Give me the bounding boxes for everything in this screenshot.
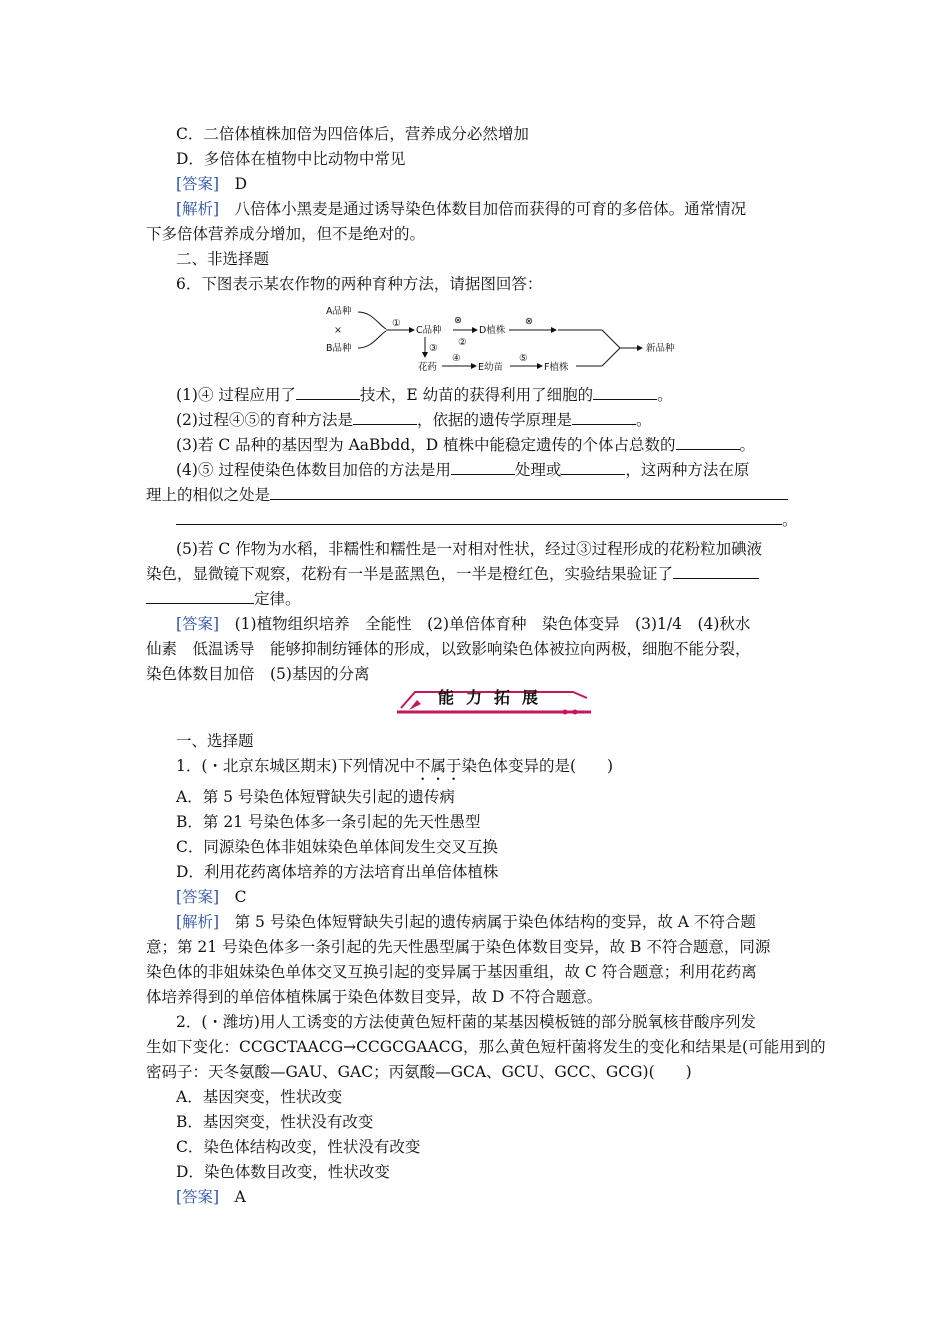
- label-plant-d: D植株: [479, 325, 506, 336]
- e1-explanation-line-4: 体培养得到的单倍体植株属于染色体数目变异，故 D 不符合题意。: [146, 988, 603, 1006]
- text: 理上的相似之处是: [146, 486, 271, 504]
- section-banner: [395, 686, 593, 716]
- text: 。: [635, 411, 652, 429]
- e1-stem: [176, 756, 613, 784]
- answer-blank[interactable]: [673, 564, 759, 579]
- e1-option-d: D．利用花药离体培养的方法培育出单倍体植株: [176, 863, 499, 881]
- q6-part-3: [176, 435, 755, 455]
- emphasized-text: 不属于: [414, 757, 462, 775]
- e2-answer: [176, 1187, 246, 1207]
- answer-tag: [答案]: [176, 888, 220, 906]
- e1-explanation-line-2: 意；第 21 号染色体多一条引起的先天性愚型属于染色体数目变异，故 B 不符合题意，同源: [146, 938, 771, 956]
- step-3-label: ③: [429, 343, 438, 354]
- answer-tag: [答案]: [176, 1188, 220, 1206]
- answer-blank[interactable]: [176, 510, 782, 525]
- answer-value: D: [234, 175, 248, 193]
- text: 。: [739, 436, 756, 454]
- text: ，依据的遗传学原理是: [416, 411, 572, 429]
- e2-stem-line-2: 生如下变化：CCGCTAACG→CCGCGAACG，那么黄色短杆菌将发生的变化和结果是(可能用到的: [146, 1038, 826, 1056]
- label-variety-b: B品种: [326, 343, 352, 354]
- banner-title: 能力拓展: [437, 688, 550, 707]
- q6-answer-line-3: 染色体数目加倍 (5)基因的分离: [146, 665, 370, 683]
- text: 染色，显微镜下观察，花粉有一半是蓝黑色，一半是橙红色，实验结果验证了: [146, 565, 674, 583]
- e1-option-b: B．第 21 号染色体多一条引起的先天性愚型: [176, 813, 481, 831]
- text: 定律。: [254, 590, 301, 608]
- answer-blank[interactable]: [353, 410, 417, 425]
- connector-b: [358, 331, 386, 348]
- e2-stem-line-3: 密码子：天冬氨酸—GAU、GAC；丙氨酸—GCA、GCU、GCC、GCG)( ): [146, 1063, 692, 1081]
- q6-part-1: [176, 385, 673, 405]
- selfing-icon-2: ⊗: [525, 316, 533, 327]
- step-2-label: ②: [458, 337, 467, 348]
- text: (2)过程④⑤的育种方法是: [176, 411, 353, 429]
- breeding-flow-diagram: [312, 300, 702, 378]
- q6-answer-line-2: 仙素 低温诱导 能够抑制纺锤体的形成，以致影响染色体被拉向两极，细胞不能分裂，: [146, 640, 751, 658]
- answer-tag: [答案]: [176, 615, 220, 633]
- text: 1．(・北京东城区期末)下列情况中: [176, 757, 415, 775]
- e1-option-a: A．第 5 号染色体短臂缺失引起的遗传病: [176, 788, 455, 806]
- step-1-label: ①: [392, 318, 401, 329]
- answer-tag: [答案]: [176, 175, 220, 193]
- q5-explanation-line-2: 下多倍体营养成分增加，但不是绝对的。: [146, 225, 426, 243]
- answer-value: C: [234, 888, 247, 906]
- q6-part-2: [176, 410, 652, 430]
- explanation-tag: [解析]: [176, 913, 220, 931]
- explanation-tag: [解析]: [176, 200, 220, 218]
- label-new-variety: 新品种: [646, 343, 675, 354]
- q5-option-d: D．多倍体在植物中比动物中常见: [176, 150, 406, 168]
- text: 。: [657, 386, 673, 404]
- connector-a: [358, 312, 386, 329]
- text: (4)⑤ 过程使染色体数目加倍的方法是用: [176, 461, 451, 479]
- q5-explanation-line-1: [176, 199, 746, 219]
- answer-blank[interactable]: [270, 485, 788, 500]
- section-title-choice: 一、选择题: [176, 732, 254, 750]
- step-5-label: ⑤: [519, 353, 528, 364]
- label-anther: 花药: [418, 362, 438, 373]
- text: (1)④ 过程应用了: [176, 386, 296, 404]
- answer-blank[interactable]: [593, 385, 657, 400]
- explanation-text: 第 5 号染色体短臂缺失引起的遗传病属于染色体结构的变异，故 A 不符合题: [234, 913, 756, 931]
- e1-option-c: C．同源染色体非姐妹染色单体间发生交叉互换: [176, 838, 498, 856]
- q6-part-5-line-3: [146, 589, 301, 609]
- text: 染色体变异的是( ): [461, 757, 614, 775]
- q6-part-5-line-2: [146, 564, 759, 584]
- text: 。: [782, 511, 798, 529]
- merge-bracket: [602, 330, 620, 366]
- e2-option-b: B．基因突变，性状没有改变: [176, 1113, 374, 1131]
- text: (3)若 C 品种的基因型为 AaBbdd，D 植株中能稳定遗传的个体占总数的: [176, 436, 676, 454]
- e1-answer: [176, 887, 247, 907]
- e2-option-c: C．染色体结构改变，性状没有改变: [176, 1138, 421, 1156]
- label-variety-a: A品种: [326, 306, 352, 317]
- label-variety-c: C品种: [416, 325, 442, 336]
- text: ，这两种方法在原: [625, 461, 750, 479]
- text: 技术，E 幼苗的获得利用了细胞的: [359, 386, 594, 404]
- label-seedling-e: E幼苗: [478, 362, 504, 373]
- q5-option-c: C．二倍体植株加倍为四倍体后，营养成分必然增加: [176, 125, 529, 143]
- e2-stem-line-1: 2．(・潍坊)用人工诱变的方法使黄色短杆菌的某基因模板链的部分脱氧核苷酸序列发: [176, 1013, 756, 1031]
- text: 处理或: [514, 461, 562, 479]
- q5-answer: [176, 174, 247, 194]
- label-cross: ×: [334, 325, 342, 336]
- answer-blank[interactable]: [146, 589, 254, 604]
- q6-part-4-line-2: [146, 485, 788, 505]
- selfing-icon-1: ⊗: [454, 315, 462, 326]
- label-plant-f: F植株: [544, 362, 569, 373]
- e2-option-a: A．基因突变，性状改变: [176, 1088, 343, 1106]
- answer-blank[interactable]: [676, 435, 740, 450]
- e1-explanation-line-3: 染色体的非姐妹染色单体交叉互换引起的变异属于基因重组，故 C 符合题意；利用花药离: [146, 963, 757, 981]
- section-title-nonchoice: 二、非选择题: [176, 250, 270, 268]
- q6-part-5-line-1: (5)若 C 作物为水稻，非糯性和糯性是一对相对性状，经过③过程形成的花粉粒加碘液: [176, 540, 763, 558]
- step-4-label: ④: [452, 353, 461, 364]
- answer-text: (1)植物组织培养 全能性 (2)单倍体育种 染色体变异 (3)1/4 (4)秋水: [234, 615, 751, 633]
- q6-part-4-line-3: [176, 510, 798, 530]
- e1-explanation-line-1: [176, 912, 756, 932]
- q6-answer-line-1: [176, 614, 750, 634]
- q6-part-4-line-1: [176, 460, 749, 480]
- explanation-text: 八倍体小黑麦是通过诱导染色体数目加倍而获得的可育的多倍体。通常情况: [234, 200, 747, 218]
- answer-blank[interactable]: [451, 460, 515, 475]
- q6-stem: 6．下图表示某农作物的两种育种方法，请据图回答：: [176, 275, 543, 293]
- answer-value: A: [234, 1188, 246, 1206]
- answer-blank[interactable]: [572, 410, 636, 425]
- answer-blank[interactable]: [561, 460, 625, 475]
- e2-option-d: D．染色体数目改变，性状改变: [176, 1163, 390, 1181]
- answer-blank[interactable]: [296, 385, 360, 400]
